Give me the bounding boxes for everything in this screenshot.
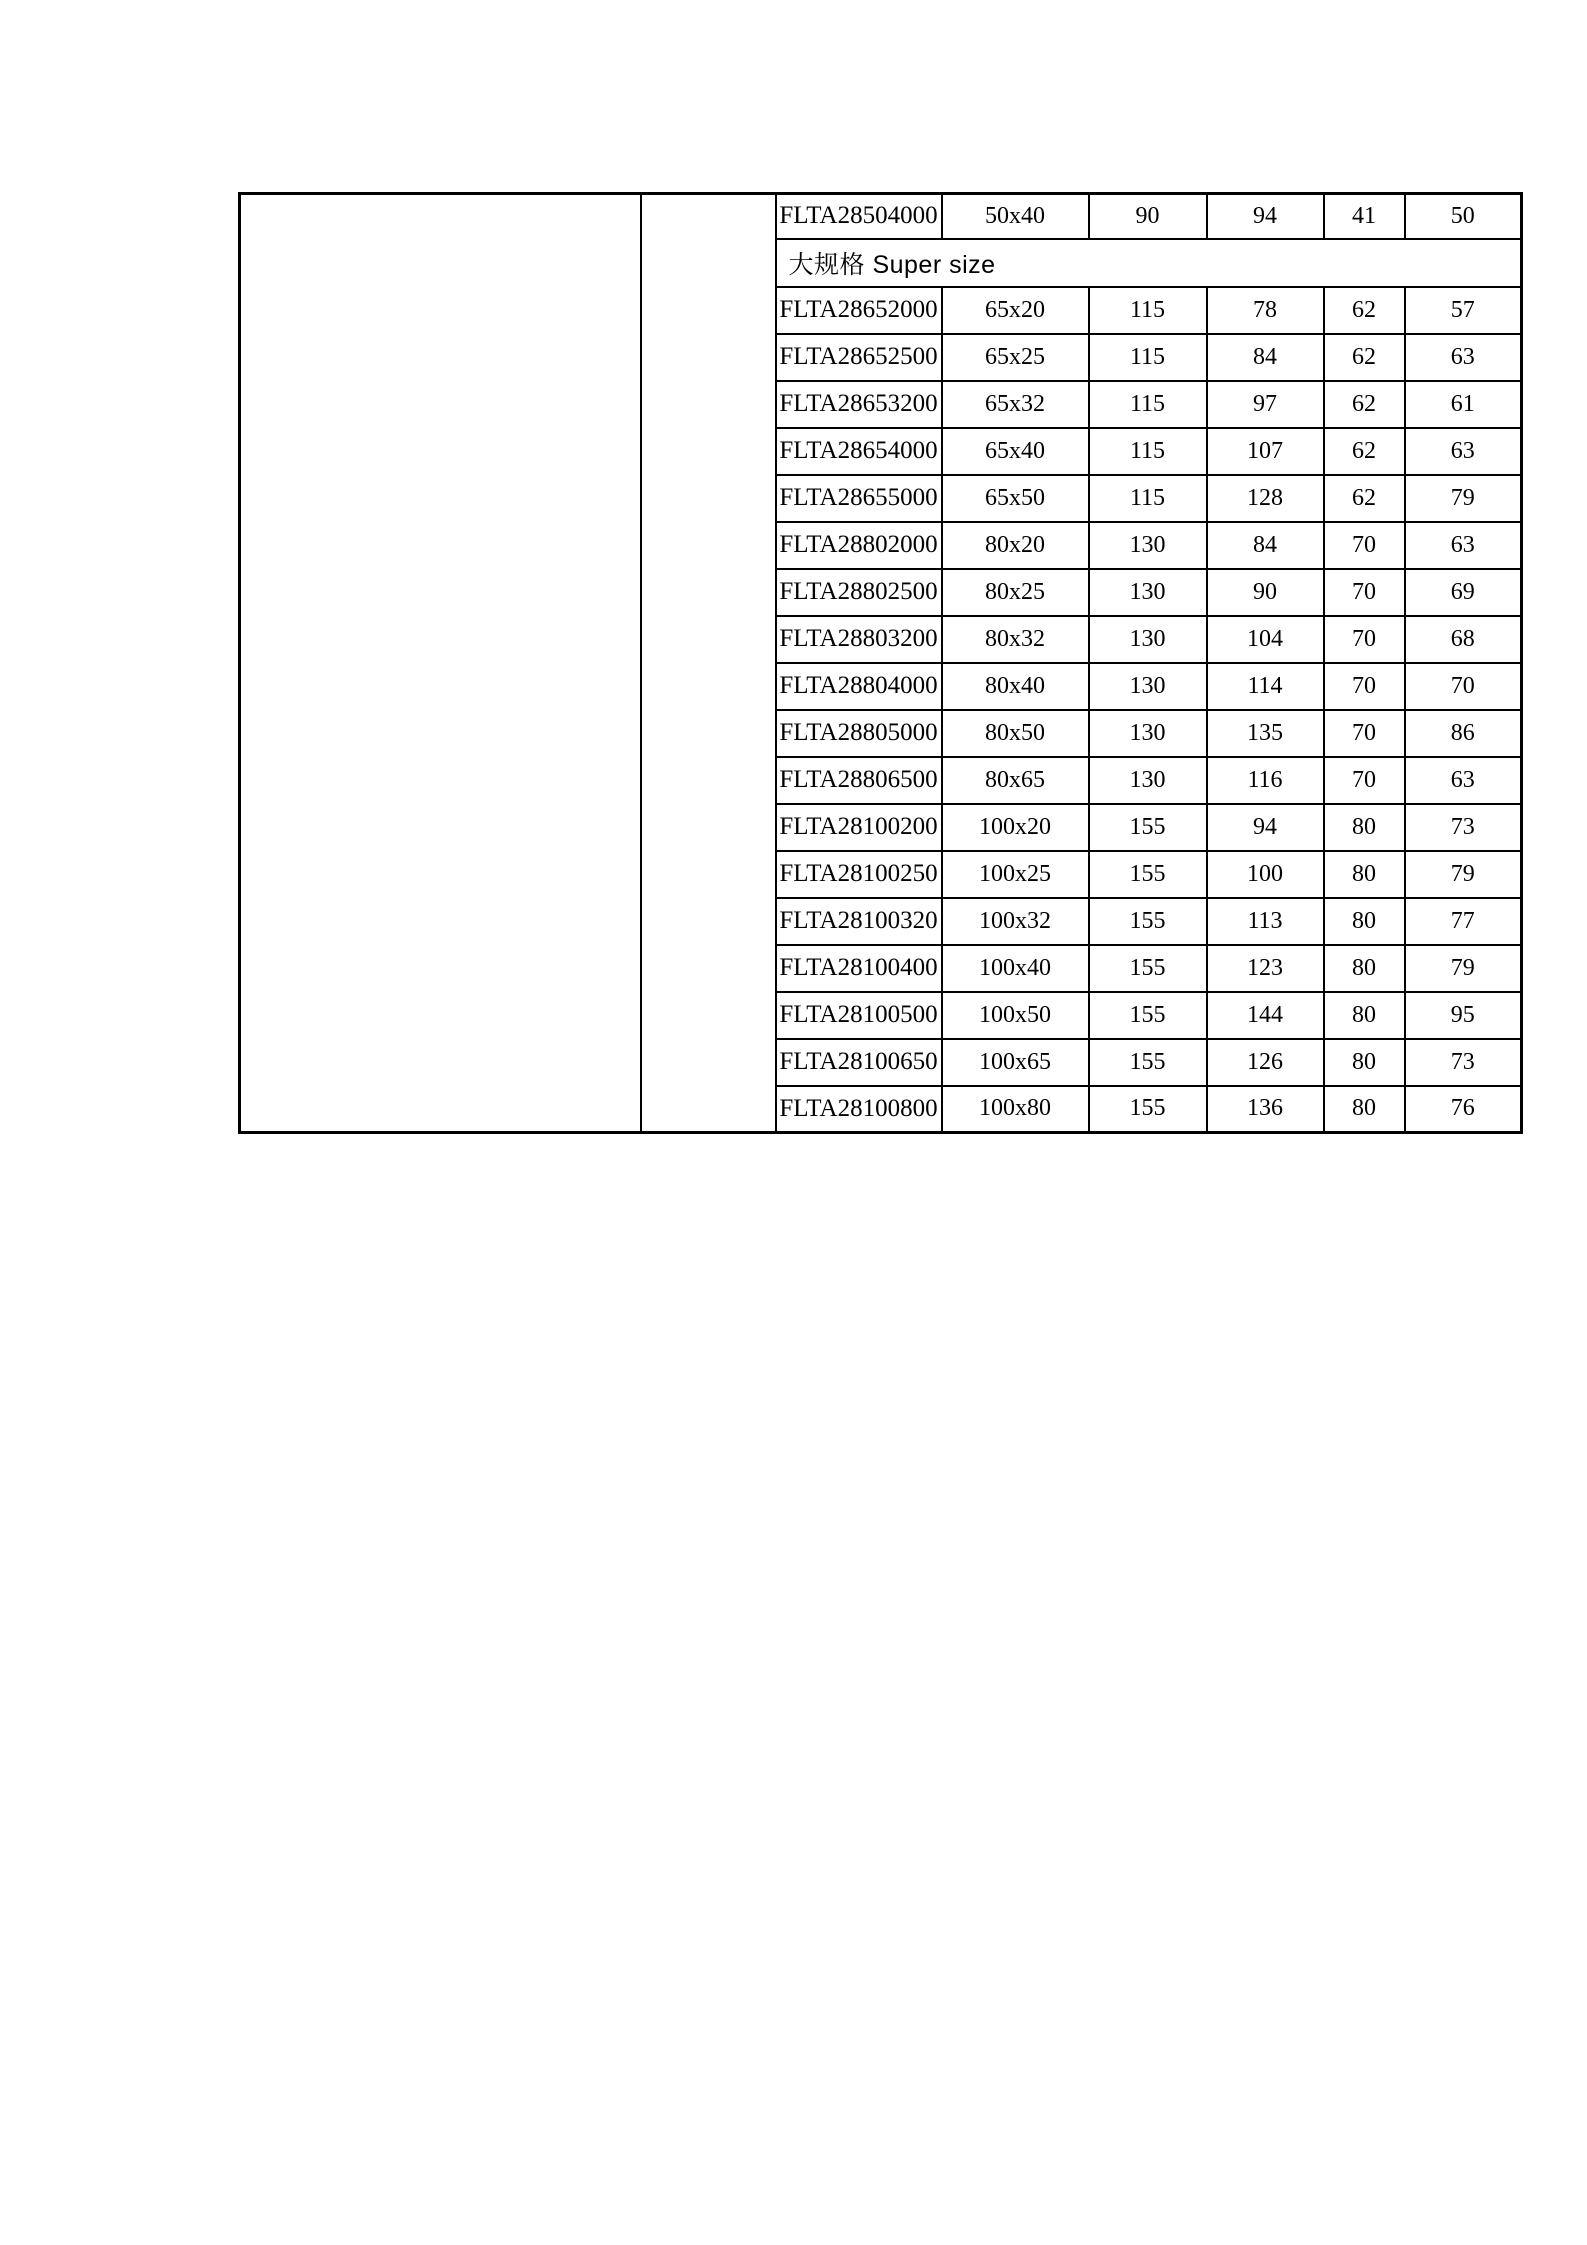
value-col-3: 80: [1324, 1039, 1405, 1086]
product-size: 100x50: [942, 992, 1089, 1039]
value-col-3: 70: [1324, 522, 1405, 569]
product-size: 100x25: [942, 851, 1089, 898]
value-col-1: 155: [1089, 1086, 1207, 1133]
value-col-3: 62: [1324, 428, 1405, 475]
value-col-4: 79: [1405, 945, 1522, 992]
value-col-1: 155: [1089, 945, 1207, 992]
product-size: 100x65: [942, 1039, 1089, 1086]
value-col-1: 155: [1089, 1039, 1207, 1086]
value-col-2: 84: [1207, 334, 1324, 381]
product-size: 80x20: [942, 522, 1089, 569]
product-size: 65x32: [942, 381, 1089, 428]
product-size: 100x20: [942, 804, 1089, 851]
value-col-1: 155: [1089, 992, 1207, 1039]
value-col-1: 130: [1089, 569, 1207, 616]
value-col-2: 126: [1207, 1039, 1324, 1086]
value-col-4: 79: [1405, 851, 1522, 898]
value-col-1: 90: [1089, 194, 1207, 239]
product-spec-table: [238, 192, 1523, 1134]
value-col-2: 97: [1207, 381, 1324, 428]
value-col-1: 115: [1089, 428, 1207, 475]
value-col-2: 100: [1207, 851, 1324, 898]
product-code: FLTA28805000: [776, 710, 942, 757]
value-col-1: 115: [1089, 334, 1207, 381]
value-col-3: 70: [1324, 757, 1405, 804]
product-size: 80x50: [942, 710, 1089, 757]
value-col-3: 80: [1324, 945, 1405, 992]
product-size: 50x40: [942, 194, 1089, 239]
product-code: FLTA28100800: [776, 1086, 942, 1133]
value-col-3: 80: [1324, 804, 1405, 851]
value-col-3: 80: [1324, 851, 1405, 898]
product-code: FLTA28652500: [776, 334, 942, 381]
value-col-3: 80: [1324, 1086, 1405, 1133]
value-col-3: 62: [1324, 475, 1405, 522]
value-col-2: 78: [1207, 287, 1324, 334]
left-merged-cell-1: [240, 194, 641, 1133]
value-col-4: 50: [1405, 194, 1522, 239]
product-size: 65x40: [942, 428, 1089, 475]
value-col-1: 130: [1089, 522, 1207, 569]
product-code: FLTA28100650: [776, 1039, 942, 1086]
value-col-2: 113: [1207, 898, 1324, 945]
value-col-4: 57: [1405, 287, 1522, 334]
value-col-4: 63: [1405, 757, 1522, 804]
value-col-4: 77: [1405, 898, 1522, 945]
product-size: 65x25: [942, 334, 1089, 381]
value-col-2: 94: [1207, 194, 1324, 239]
product-size: 80x40: [942, 663, 1089, 710]
value-col-3: 70: [1324, 710, 1405, 757]
value-col-4: 63: [1405, 428, 1522, 475]
value-col-1: 155: [1089, 851, 1207, 898]
value-col-1: 115: [1089, 381, 1207, 428]
value-col-4: 73: [1405, 804, 1522, 851]
value-col-1: 130: [1089, 757, 1207, 804]
product-code: FLTA28653200: [776, 381, 942, 428]
value-col-4: 73: [1405, 1039, 1522, 1086]
value-col-1: 115: [1089, 287, 1207, 334]
value-col-3: 80: [1324, 898, 1405, 945]
value-col-3: 62: [1324, 334, 1405, 381]
value-col-2: 84: [1207, 522, 1324, 569]
product-code: FLTA28100500: [776, 992, 942, 1039]
value-col-2: 94: [1207, 804, 1324, 851]
product-code: FLTA28652000: [776, 287, 942, 334]
value-col-4: 70: [1405, 663, 1522, 710]
product-size: 100x80: [942, 1086, 1089, 1133]
value-col-2: 144: [1207, 992, 1324, 1039]
product-size: 80x65: [942, 757, 1089, 804]
value-col-1: 130: [1089, 663, 1207, 710]
product-code: FLTA28802500: [776, 569, 942, 616]
value-col-4: 68: [1405, 616, 1522, 663]
value-col-3: 70: [1324, 569, 1405, 616]
product-code: FLTA28100400: [776, 945, 942, 992]
value-col-3: 41: [1324, 194, 1405, 239]
product-code: FLTA28504000: [776, 194, 942, 239]
value-col-3: 62: [1324, 287, 1405, 334]
value-col-2: 107: [1207, 428, 1324, 475]
value-col-4: 76: [1405, 1086, 1522, 1133]
product-code: FLTA28654000: [776, 428, 942, 475]
value-col-4: 61: [1405, 381, 1522, 428]
left-merged-cell-2: [641, 194, 776, 1133]
value-col-4: 69: [1405, 569, 1522, 616]
value-col-2: 135: [1207, 710, 1324, 757]
table-row-continuation: [240, 194, 1522, 239]
value-col-2: 136: [1207, 1086, 1324, 1133]
product-code: FLTA28806500: [776, 757, 942, 804]
value-col-2: 104: [1207, 616, 1324, 663]
product-size: 65x50: [942, 475, 1089, 522]
value-col-4: 63: [1405, 522, 1522, 569]
value-col-2: 128: [1207, 475, 1324, 522]
value-col-1: 130: [1089, 616, 1207, 663]
product-size: 80x32: [942, 616, 1089, 663]
value-col-2: 123: [1207, 945, 1324, 992]
product-code: FLTA28804000: [776, 663, 942, 710]
value-col-4: 95: [1405, 992, 1522, 1039]
product-size: 65x20: [942, 287, 1089, 334]
product-code: FLTA28100320: [776, 898, 942, 945]
value-col-3: 70: [1324, 616, 1405, 663]
value-col-1: 115: [1089, 475, 1207, 522]
product-size: 100x40: [942, 945, 1089, 992]
value-col-2: 114: [1207, 663, 1324, 710]
product-size: 80x25: [942, 569, 1089, 616]
product-code: FLTA28100250: [776, 851, 942, 898]
value-col-1: 130: [1089, 710, 1207, 757]
product-size: 100x32: [942, 898, 1089, 945]
value-col-1: 155: [1089, 898, 1207, 945]
value-col-4: 79: [1405, 475, 1522, 522]
product-code: FLTA28100200: [776, 804, 942, 851]
value-col-2: 116: [1207, 757, 1324, 804]
value-col-4: 86: [1405, 710, 1522, 757]
product-code: FLTA28802000: [776, 522, 942, 569]
value-col-4: 63: [1405, 334, 1522, 381]
value-col-3: 80: [1324, 992, 1405, 1039]
value-col-3: 62: [1324, 381, 1405, 428]
value-col-1: 155: [1089, 804, 1207, 851]
product-code: FLTA28803200: [776, 616, 942, 663]
value-col-3: 70: [1324, 663, 1405, 710]
value-col-2: 90: [1207, 569, 1324, 616]
section-header-label: 大规格 Super size: [776, 239, 1522, 287]
product-code: FLTA28655000: [776, 475, 942, 522]
